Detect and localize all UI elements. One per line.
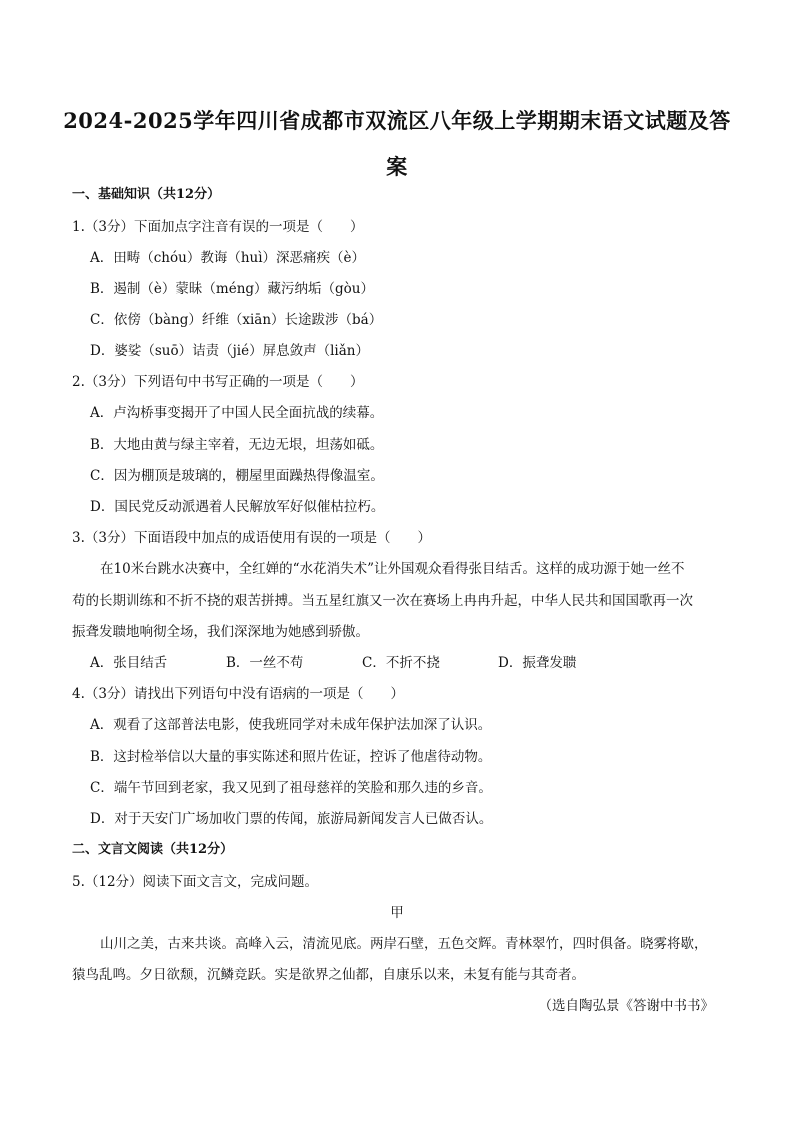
question-4-option-d: D．对于天安门广场加收门票的传闻，旅游局新闻发言人已做否认。 [90,811,493,827]
question-4-option-c: C．端午节回到老家，我又见到了祖母慈祥的笑脸和那久违的乡音。 [90,780,492,796]
passage-line-2: 猿鸟乱鸣。夕日欲颓，沉鳞竞跃。实是欲界之仙都，自康乐以来，未复有能与其奇者。 [72,967,585,983]
question-3-passage-line-3: 振聋发聩地响彻全场，我们深深地为她感到骄傲。 [72,624,369,640]
question-3-option-d: D．振聋发聩 [498,655,577,671]
question-3-passage-line-1: 在10米台跳水决赛中，全红婵的“水花消失术”让外国观众看得张目结舌。这样的成功源于她一丝不 [100,561,685,577]
question-4-stem: 4.（3分）请找出下列语句中没有语病的一项是（ ） [72,686,404,702]
passage-line-1: 山川之美，古来共谈。高峰入云，清流见底。两岸石壁，五色交辉。青林翠竹，四时俱备。晓雾将歇， [100,936,708,952]
passage-source: （选自陶弘景《答谢中书书》 [538,998,714,1014]
passage-label-jia: 甲 [390,905,404,921]
question-4-option-a: A．观看了这部普法电影，使我班同学对未成年保护法加深了认识。 [90,717,492,733]
question-2-stem: 2.（3分）下列语句中书写正确的一项是（ ） [72,374,364,390]
section-heading-basics: 一、基础知识（共12分） [72,187,221,202]
question-1-option-c: C．依傍（bàng）纤维（xiān）长途跋涉（bá） [90,312,383,328]
document-title: 2024-2025学年四川省成都市双流区八年级上学期期末语文试题及答案 [63,108,731,179]
question-3-options [90,654,730,672]
question-1-option-a: A．田畴（chóu）教诲（huì）深恶痛疾（è） [90,250,366,266]
question-1-option-d: D．婆娑（suō）诘责（jié）屏息敛声（liǎn） [90,343,369,359]
question-3-option-b: B．一丝不苟 [226,655,304,671]
question-2-option-c: C．因为棚顶是玻璃的，棚屋里面躁热得像温室。 [90,468,384,484]
question-2-option-d: D．国民党反动派遇着人民解放军好似催枯拉朽。 [90,499,385,515]
question-3-stem: 3.（3分）下面语段中加点的成语使用有误的一项是（ ） [72,530,431,546]
question-1-option-b: B．遏制（è）蒙昧（méng）藏污纳垢（gòu） [90,281,375,297]
question-1-stem: 1.（3分）下面加点字注音有误的一项是（ ） [72,219,364,235]
question-3-option-c: C．不折不挠 [362,655,440,671]
question-4-option-b: B．这封检举信以大量的事实陈述和照片佐证，控诉了他虐待动物。 [90,749,492,765]
question-5-stem: 5.（12分）阅读下面文言文，完成问题。 [72,874,319,890]
question-2-option-b: B．大地由黄与绿主宰着，无边无垠，坦荡如砥。 [90,437,384,453]
question-3-passage-line-2: 苟的长期训练和不折不挠的艰苦拼搏。当五星红旗又一次在赛场上冉冉升起，中华人民共和国国歌再一次 [72,593,693,609]
question-2-option-a: A．卢沟桥事变揭开了中国人民全面抗战的续幕。 [90,405,384,421]
section-heading-classical-reading: 二、文言文阅读（共12分） [72,842,234,857]
question-3-option-a: A．张目结舌 [90,655,168,671]
